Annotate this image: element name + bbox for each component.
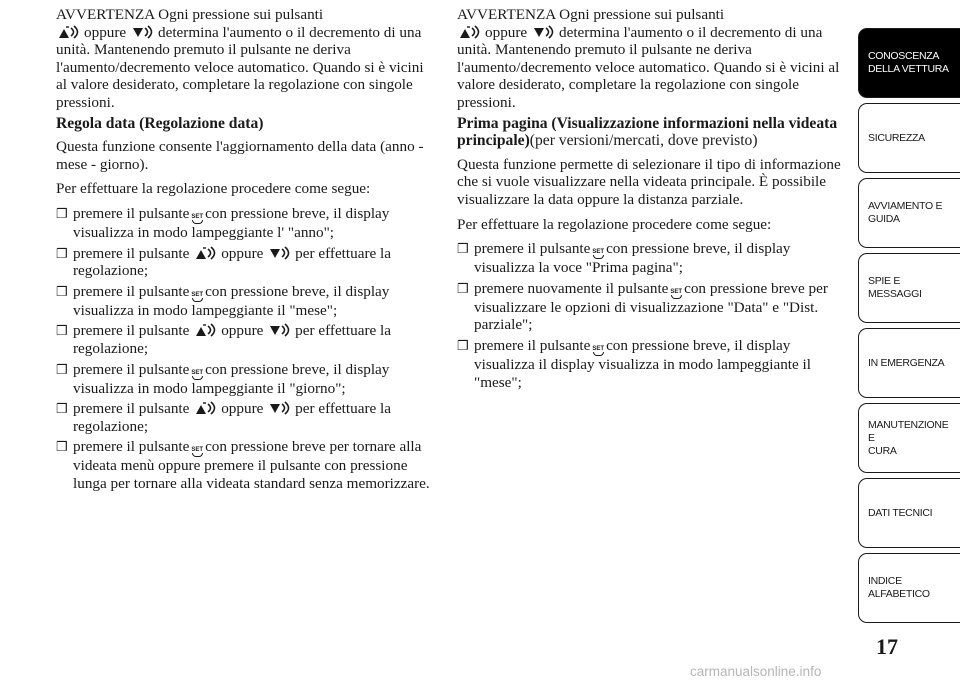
intro-paragraph: Questa funzione consente l'aggiornamento della data (anno - mese - giorno). [56,138,424,173]
list-item: ❒ premere il pulsante oppure per effettuare la regolazione; [56,400,392,435]
set-button-icon: SET [191,447,203,457]
tab-dati-tecnici[interactable]: DATI TECNICI [858,478,960,548]
tab-conoscenza-della-vettura[interactable]: CONOSCENZA DELLA VETTURA [858,28,960,98]
procedure-paragraph: Per effettuare la regolazione procedere come segue: [457,215,772,233]
bullet-icon: ❒ [56,439,68,455]
down-button-icon [533,25,557,39]
up-button-icon [58,25,82,39]
bullet-icon: ❒ [56,283,68,299]
warning-text: AVVERTENZA Ogni pressione sui pulsanti [457,6,725,23]
list-item: ❒ premere il pulsante SET con pressione breve, il display visualizza in modo lampeggiante il "giorno"; [56,360,390,397]
list-item: ❒ premere il pulsante SET con pressione breve, il display visualizza la voce "Prima pagina"; [457,240,791,277]
list-item: ❒ premere il pulsante SET con pressione breve, il display visualizza in modo lampeggiante l' "anno"; [56,204,390,241]
up-button-icon [195,246,219,260]
set-button-icon: SET [191,214,203,224]
bullet-icon: ❒ [56,323,68,339]
tab-sicurezza[interactable]: SICUREZZA [858,103,960,173]
warning-text-rest: determina l'aumento o il decremento di una unità. Mantenendo premuto il pulsante ne deriva l'aumento/decremento veloce automatico. Quando si è vicini al valore desiderato, completare la regolazione con singole pressioni. [457,23,840,111]
step-list [457,240,845,391]
list-item: ❒ premere il pulsante SET con pressione breve, il display visualizza in modo lampeggiante il "mese"; [56,282,390,319]
list-item: ❒ premere il pulsante SET con pressione breve per tornare alla videata menù oppure premere il pulsante con pressione lunga per tornare alla videata standard senza memorizzare. [56,438,430,492]
set-button-icon: SET [191,370,203,380]
warning-text-rest: determina l'aumento o il decremento di una unità. Mantenendo premuto il pulsante ne deriva l'aumento/decremento veloce automatico. Quando si è vicini al valore desiderato, completare la regolazione con singole pressioni. [56,23,424,111]
tab-in-emergenza[interactable]: IN EMERGENZA [858,328,960,398]
bullet-icon: ❒ [56,361,68,377]
warning-paragraph [56,6,438,112]
up-button-icon [459,25,483,39]
bullet-icon: ❒ [457,280,469,296]
set-button-icon: SET [191,292,203,302]
right-column [457,6,845,394]
down-button-icon [269,246,293,260]
tab-spie-e-messaggi[interactable]: SPIE E MESSAGGI [858,253,960,323]
warning-paragraph [457,6,845,112]
bullet-icon: ❒ [56,245,68,261]
tab-avviamento-e-guida[interactable]: AVVIAMENTO E GUIDA [858,178,960,248]
watermark: carmanualsonline.info [690,664,822,679]
left-column [56,6,438,495]
list-item: ❒ premere il pulsante oppure per effettuare la regolazione; [56,322,392,357]
bullet-icon: ❒ [56,401,68,417]
step-list [56,205,438,493]
set-button-icon: SET [670,289,682,299]
up-button-icon [195,401,219,415]
down-button-icon [132,25,156,39]
list-item: ❒ premere nuovamente il pulsante SET con pressione breve per visualizzare le opzioni di visualizzazione "Data" e "Dist. parziale"; [457,279,828,334]
procedure-paragraph: Per effettuare la regolazione procedere come segue: [56,180,371,198]
warning-text: AVVERTENZA Ogni pressione sui pulsanti [56,6,324,23]
bullet-icon: ❒ [457,337,469,353]
section-heading: Regola data (Regolazione data) [56,114,264,132]
down-button-icon [269,323,293,337]
list-item: ❒ premere il pulsante oppure per effettuare la regolazione; [56,244,392,280]
or-text: oppure [485,23,528,41]
up-button-icon [195,323,219,337]
tab-indice-alfabetico[interactable]: INDICE ALFABETICO [858,553,960,623]
down-button-icon [269,401,293,415]
tab-manutenzione-e-cura[interactable]: MANUTENZIONE E CURA [858,403,960,473]
bullet-icon: ❒ [56,205,68,221]
set-button-icon: SET [592,249,604,259]
page-number: 17 [876,634,898,659]
bullet-icon: ❒ [457,241,469,257]
list-item: ❒ premere il pulsante SET con pressione breve, il display visualizza il display visualizza in modo lampeggiante il "mese"; [457,336,811,391]
intro-paragraph: Questa funzione permette di selezionare il tipo di informazione che si vuole visualizzare nella videata principale. È possibile visualizzare la data oppure la distanza parziale. [457,155,841,208]
set-button-icon: SET [592,346,604,356]
section-heading: Prima pagina (Visualizzazione informazioni nella videata principale)(per versioni/mercati, dove previsto) [457,114,838,150]
or-text: oppure [84,23,127,41]
